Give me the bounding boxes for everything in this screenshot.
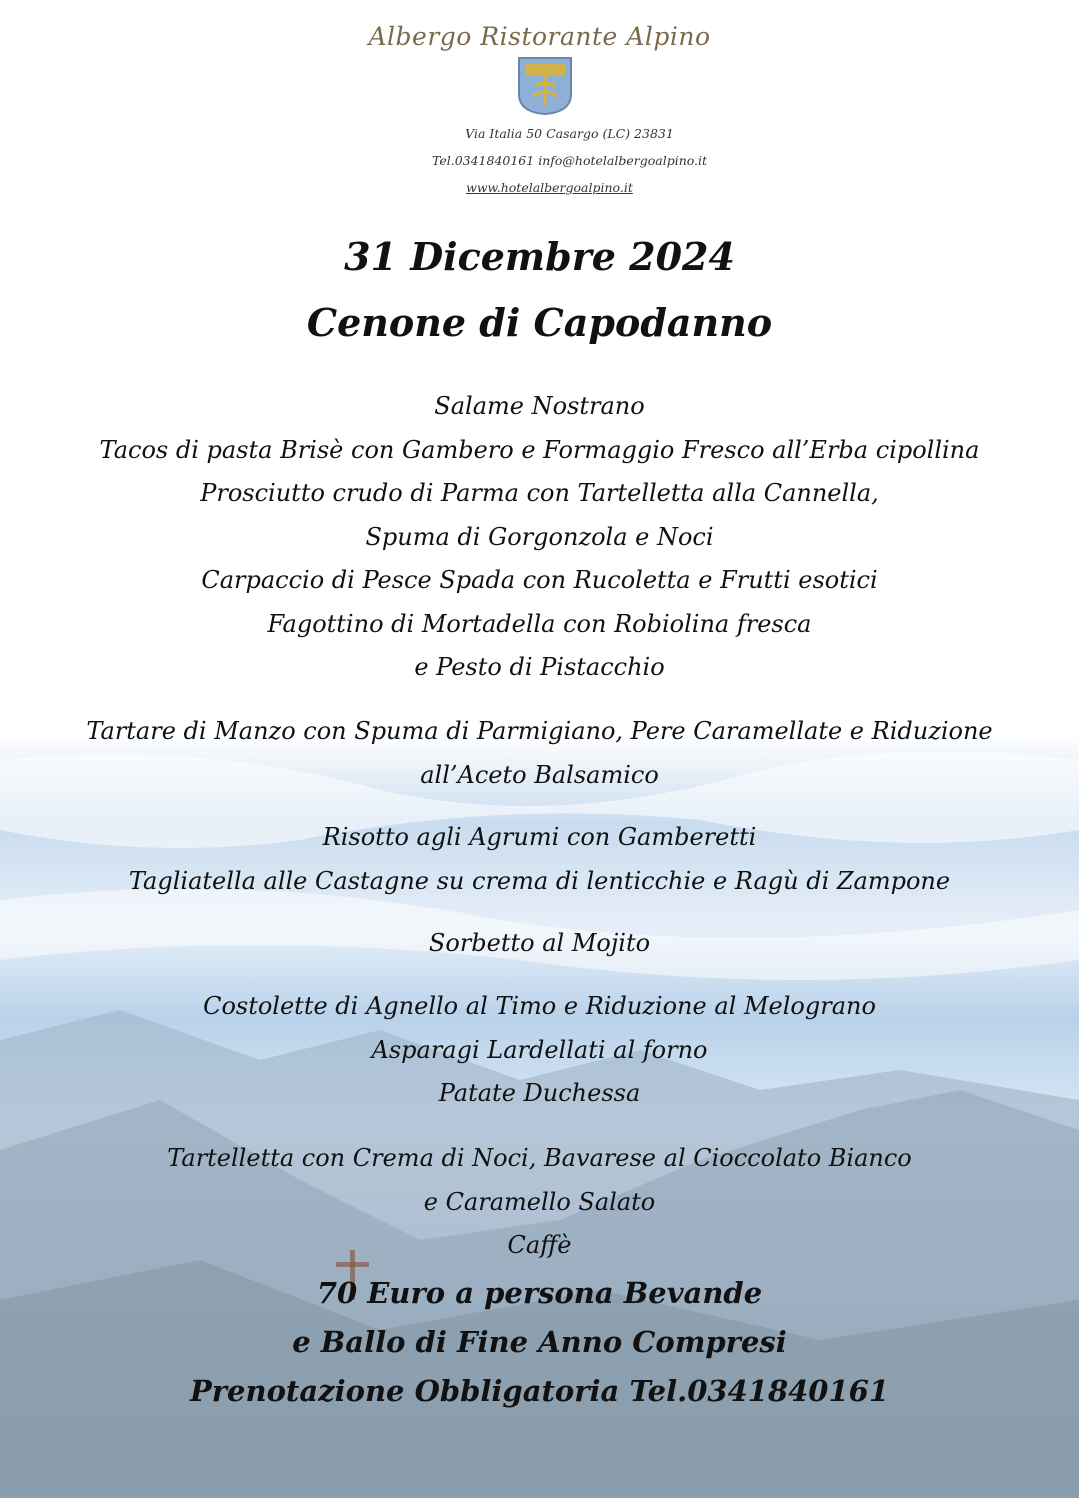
menu-item: Spuma di Gorgonzola e Noci xyxy=(365,522,714,551)
menu-section-primi xyxy=(0,816,1079,903)
restaurant-address: Via Italia 50 Casargo (LC) 23831 xyxy=(465,126,674,141)
event-date: 31 Dicembre 2024 xyxy=(344,234,735,279)
menu-item: Risotto agli Agrumi con Gamberetti xyxy=(322,823,757,851)
menu-item: Carpaccio di Pesce Spada con Rucoletta e Frutti esotici xyxy=(201,566,878,594)
menu-item: Patate Duchessa xyxy=(438,1079,641,1107)
menu-item: Fagottino di Mortadella con Robiolina fresca xyxy=(267,609,812,638)
booking-line: Prenotazione Obbligatoria Tel.0341840161 xyxy=(189,1374,890,1408)
restaurant-name: Albergo Ristorante Alpino xyxy=(368,22,711,51)
event-title: Cenone di Capodanno xyxy=(306,300,773,345)
menu-item: Tartelletta con Crema di Noci, Bavarese al Cioccolato Bianco xyxy=(167,1144,912,1172)
menu-item: Asparagi Lardellati al forno xyxy=(371,1035,708,1064)
restaurant-website-link[interactable]: www.hotelalbergoalpino.it xyxy=(466,180,633,195)
restaurant-contacts: Tel.0341840161 info@hotelalbergoalpino.it xyxy=(431,153,708,168)
menu-item: e Caramello Salato xyxy=(423,1187,656,1216)
menu-item: Salame Nostrano xyxy=(434,392,645,420)
menu-section-antipasti xyxy=(0,385,1079,690)
menu-item: e Pesto di Pistacchio xyxy=(414,653,665,681)
menu-item: Sorbetto al Mojito xyxy=(428,929,651,957)
menu-item: all’Aceto Balsamico xyxy=(420,760,659,789)
menu-section-dolci xyxy=(0,1137,1079,1268)
menu-item: Prosciutto crudo di Parma con Tartelletta alla Cannella, xyxy=(200,479,879,507)
price-includes-line: e Ballo di Fine Anno Compresi xyxy=(292,1325,787,1359)
menu-item: Tagliatella alle Castagne su crema di lenticchie e Ragù di Zampone xyxy=(128,866,951,895)
menu-item: Tartare di Manzo con Spuma di Parmigiano, Pere Caramellate e Riduzione xyxy=(86,717,993,745)
menu-section-tartare xyxy=(0,710,1079,797)
menu-section-secondi xyxy=(0,985,1079,1116)
menu-item: Tacos di pasta Brisè con Gambero e Formaggio Fresco all’Erba cipollina xyxy=(99,435,980,464)
menu-item: Caffè xyxy=(507,1231,572,1259)
menu-item: Costolette di Agnello al Timo e Riduzione al Melograno xyxy=(203,992,876,1020)
price-line: 70 Euro a persona Bevande xyxy=(316,1276,763,1310)
menu-section-sorbetto xyxy=(0,922,1079,966)
coat-of-arms-icon xyxy=(517,56,573,116)
